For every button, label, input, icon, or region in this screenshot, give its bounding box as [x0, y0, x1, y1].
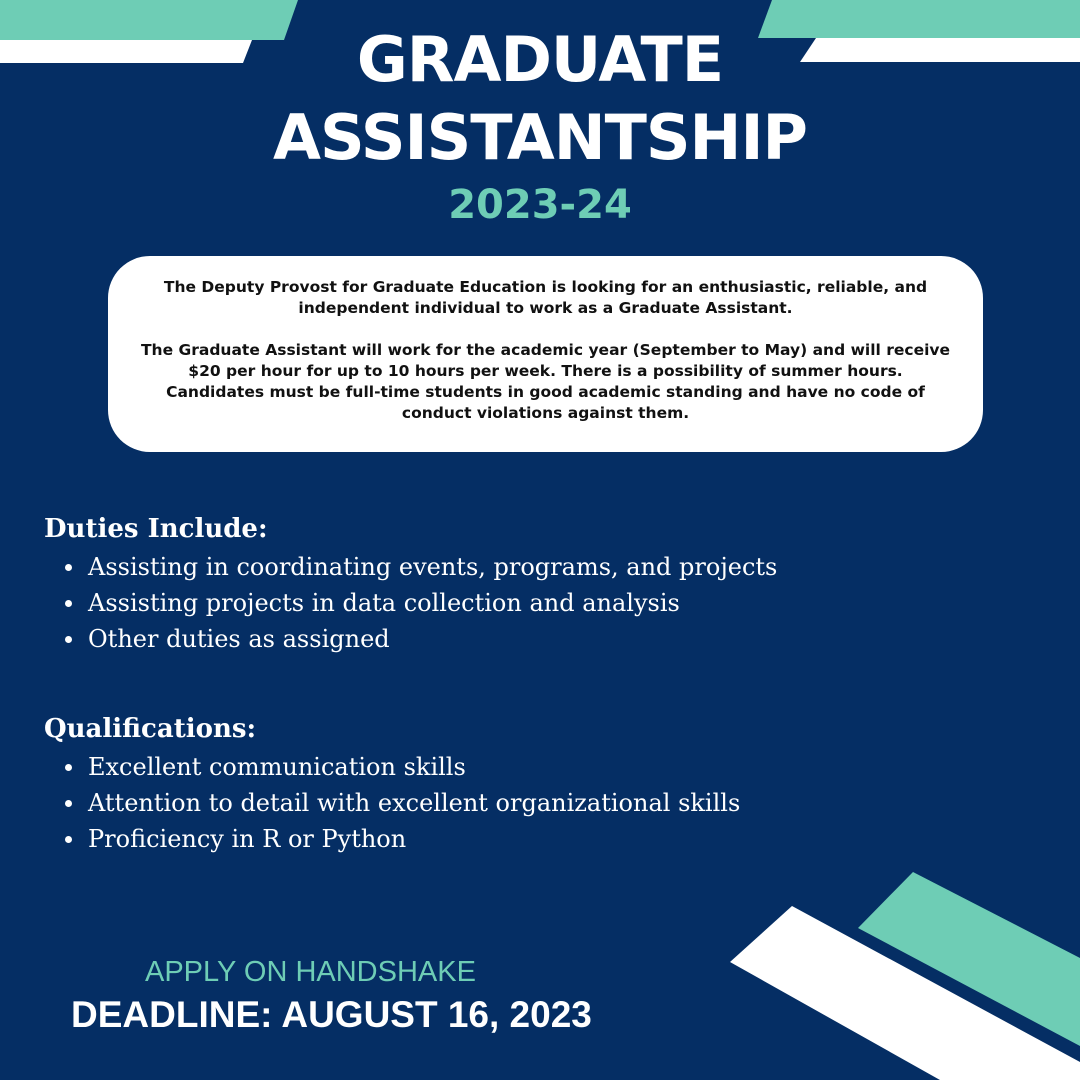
apply-callout: APPLY ON HANDSHAKE — [145, 956, 476, 988]
duties-list-item: Other duties as assigned — [62, 621, 777, 657]
title-line-2: ASSISTANTSHIP — [273, 101, 807, 174]
intro-paragraph-1: The Deputy Provost for Graduate Education is looking for an enthusiastic, reliable, and independent individual to work as a Graduate Assistant. — [163, 278, 928, 317]
title-line-1: GRADUATE — [356, 23, 724, 96]
duties-list-item: Assisting projects in data collection and analysis — [62, 585, 777, 621]
qualifications-list-item: Attention to detail with excellent organizational skills — [62, 785, 740, 821]
qualifications-list-item: Proficiency in R or Python — [62, 821, 740, 857]
duties-heading: Duties Include: — [44, 514, 268, 544]
duties-list-item: Assisting in coordinating events, programs, and projects — [62, 549, 777, 585]
intro-paragraph-2: The Graduate Assistant will work for the academic year (September to May) and will receive $20 per hour for up to 10 hours per week. There is a possibility of summer hours. Candidates must be full-time students in good academic standing and have no code of conduct violations against them. — [140, 341, 951, 422]
bottom-right-teal-stripe — [858, 872, 1080, 1046]
year-label: 2023-24 — [448, 182, 632, 228]
qualifications-heading: Qualifications: — [44, 714, 257, 744]
qualifications-list — [62, 749, 740, 857]
intro-card — [108, 256, 983, 452]
duties-list — [62, 549, 777, 657]
bottom-right-white-stripe — [730, 906, 1080, 1080]
deadline-text: DEADLINE: AUGUST 16, 2023 — [71, 994, 592, 1035]
qualifications-list-item: Excellent communication skills — [62, 749, 740, 785]
